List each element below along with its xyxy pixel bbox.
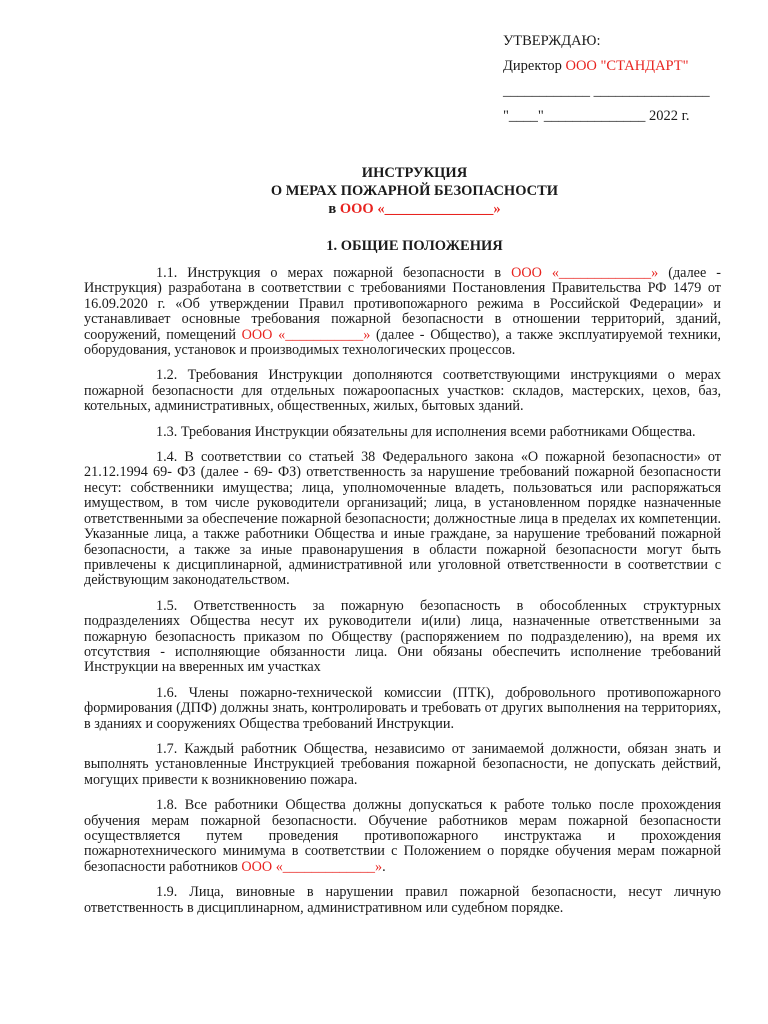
approval-block [503, 33, 733, 133]
paragraph-text: (далее - Общество), а также эксплуатируемой техники, оборудования, установок и производимых технологических процессов. [84, 326, 721, 359]
director-prefix: Директор [503, 58, 566, 74]
paragraph-text: 1.8. Все работники Общества должны допускаться к работе только после прохождения обучения мерам пожарной безопасности. Обучение работников мерам пожарной безопасности осуществляется путем проведения противопожарного инструктажа и прохождения пожарнотехнического минимума в соответствии с Положением о порядке обучения мерам пожарной безопасности работников [84, 797, 721, 875]
director-line [503, 58, 733, 75]
title-line-1: ИНСТРУКЦИЯ [361, 165, 468, 181]
director-company: ООО "СТАНДАРТ" [565, 58, 689, 74]
paragraph-1-8 [84, 798, 721, 875]
document-title [84, 164, 745, 218]
section-heading: 1. ОБЩИЕ ПОЛОЖЕНИЯ [326, 238, 503, 254]
company-placeholder: ООО «_____________» [241, 858, 383, 875]
signature-line: ____________ ________________ [503, 83, 710, 99]
paragraph-1-7: 1.7. Каждый работник Общества, независимо от занимаемой должности, обязан знать и выполнять установленные Инструкцией требования пожарной безопасности, не допускать действий, могущих привести к возникновению пожара. [84, 740, 721, 788]
paragraph-1-2: 1.2. Требования Инструкции дополняются соответствующими инструкциями о мерах пожарной безопасности для отдельных пожароопасных участков: складов, мастерских, цехов, баз, котельных, административных, общественных, жилых, бытовых зданий. [84, 367, 721, 415]
paragraph-text: 1.1. Инструкция о мерах пожарной безопасности в [156, 265, 512, 281]
date-line: "____"______________ 2022 г. [503, 108, 690, 124]
paragraph-1-1 [84, 266, 721, 358]
paragraph-1-6: 1.6. Члены пожарно-технической комиссии (ПТК), добровольного противопожарного формирования (ДПФ) должны знать, контролировать и требовать от других выполнения на территориях, в зданиях и сооружениях Общества требований Инструкции. [84, 684, 721, 732]
title-line-3 [84, 200, 745, 218]
company-placeholder: ООО «_____________» [511, 265, 659, 281]
approve-label: УТВЕРЖДАЮ: [503, 33, 601, 49]
paragraph-1-4: 1.4. В соответствии со статьей 38 Федерального закона «О пожарной безопасности» от 21.12.1994 69- ФЗ (далее - 69- ФЗ) ответственность за нарушение требований пожарной безопасности несут: собственники имущества; лица, уполномоченные владеть, пользоваться или распоряжаться имуществом, в том числе руководители организаций; лица, в установленном порядке назначенные ответственными за обеспечение пожарной безопасности; должностные лица в пределах их компетенции. Указанные лица, а также работники Общества и иные граждане, за нарушение требований пожарной безопасности, а также за иные правонарушения в области пожарной безопасности могут быть привлечены к дисциплинарной, административной или уголовной ответственности в соответствии с действующим законодательством. [84, 449, 721, 589]
paragraph-text: . [382, 858, 386, 875]
paragraph-1-9: 1.9. Лица, виновные в нарушении правил пожарной безопасности, несут личную ответственность в дисциплинарном, административном или судебном порядке. [84, 884, 721, 916]
title-line-2: О МЕРАХ ПОЖАРНОЙ БЕЗОПАСНОСТИ [270, 183, 559, 199]
title-company: ООО «_______________» [339, 201, 501, 217]
paragraph-text: (далее - Инструкция) разработана в соответствии с требованиями Постановления Правительства РФ 1479 от 16.09.2020 г. «Об утверждении Правил противопожарного режима в Российской Федерации» и устанавливает основные требования пожарной безопасности в отношении территорий, зданий, сооружений, помещений [84, 265, 721, 343]
paragraph-1-5: 1.5. Ответственность за пожарную безопасность в обособленных структурных подразделениях Общества несут их руководители и(или) лица, назначенные ответственными за пожарную безопасность приказом по Обществу (распоряжением по подразделению), на время их отсутствия - исполняющие обязанности лица. Они обязаны обеспечить исполнение требований Инструкции на вверенных им участках [84, 597, 721, 676]
company-placeholder: ООО «___________» [241, 326, 371, 343]
title-in-prefix: в [328, 201, 340, 217]
document-body [84, 266, 721, 926]
paragraph-1-3: 1.3. Требования Инструкции обязательны для исполнения всеми работниками Общества. [156, 423, 696, 440]
